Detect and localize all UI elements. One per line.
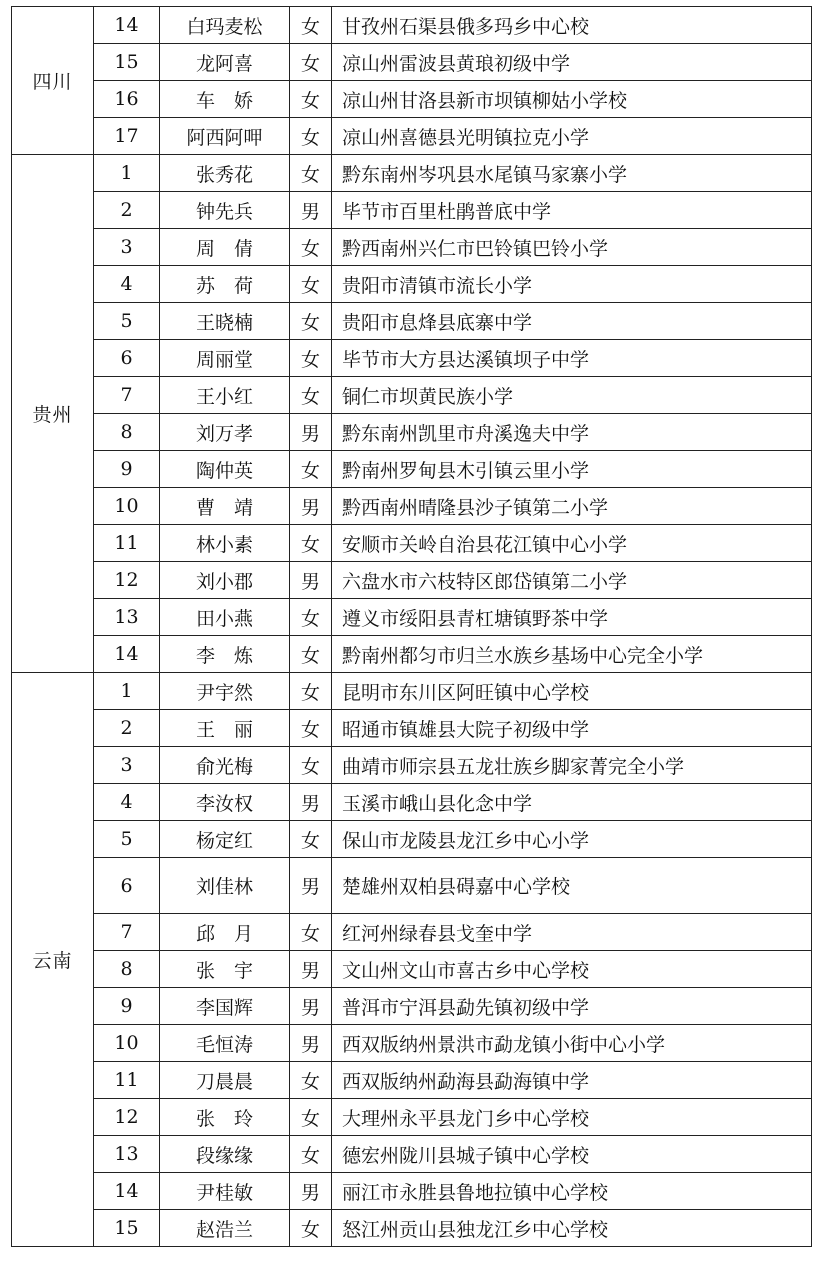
name-cell: 李汝权 — [160, 784, 290, 821]
gender-cell: 女 — [290, 710, 332, 747]
school-cell: 甘孜州石渠县俄多玛乡中心校 — [332, 7, 812, 44]
name-cell: 毛恒涛 — [160, 1025, 290, 1062]
number-cell: 4 — [94, 266, 160, 303]
number-cell: 8 — [94, 951, 160, 988]
region-cell: 云南 — [12, 673, 94, 1247]
gender-cell: 女 — [290, 1099, 332, 1136]
number-cell: 7 — [94, 914, 160, 951]
school-cell: 保山市龙陵县龙江乡中心小学 — [332, 821, 812, 858]
table-row — [12, 155, 812, 192]
number-cell: 13 — [94, 599, 160, 636]
number-cell: 3 — [94, 229, 160, 266]
name-cell: 尹宇然 — [160, 673, 290, 710]
roster-table — [11, 6, 812, 1247]
table-row — [12, 858, 812, 914]
school-cell: 大理州永平县龙门乡中心学校 — [332, 1099, 812, 1136]
name-cell: 杨定红 — [160, 821, 290, 858]
name-cell: 林小素 — [160, 525, 290, 562]
gender-cell: 男 — [290, 488, 332, 525]
table-row — [12, 914, 812, 951]
number-cell: 14 — [94, 1173, 160, 1210]
number-cell: 13 — [94, 1136, 160, 1173]
gender-cell: 女 — [290, 340, 332, 377]
number-cell: 11 — [94, 525, 160, 562]
school-cell: 凉山州雷波县黄琅初级中学 — [332, 44, 812, 81]
gender-cell: 女 — [290, 7, 332, 44]
number-cell: 2 — [94, 710, 160, 747]
number-cell: 5 — [94, 303, 160, 340]
table-row — [12, 1173, 812, 1210]
school-cell: 普洱市宁洱县勐先镇初级中学 — [332, 988, 812, 1025]
school-cell: 楚雄州双柏县碍嘉中心学校 — [332, 858, 812, 914]
table-row — [12, 1099, 812, 1136]
name-cell: 王 丽 — [160, 710, 290, 747]
table-row — [12, 377, 812, 414]
number-cell: 16 — [94, 81, 160, 118]
school-cell: 昆明市东川区阿旺镇中心学校 — [332, 673, 812, 710]
table-row — [12, 7, 812, 44]
school-cell: 黔南州罗甸县木引镇云里小学 — [332, 451, 812, 488]
school-cell: 贵阳市清镇市流长小学 — [332, 266, 812, 303]
school-cell: 贵阳市息烽县底寨中学 — [332, 303, 812, 340]
number-cell: 1 — [94, 155, 160, 192]
gender-cell: 女 — [290, 1062, 332, 1099]
gender-cell: 男 — [290, 858, 332, 914]
gender-cell: 女 — [290, 118, 332, 155]
school-cell: 黔东南州岑巩县水尾镇马家寨小学 — [332, 155, 812, 192]
gender-cell: 男 — [290, 414, 332, 451]
number-cell: 10 — [94, 1025, 160, 1062]
gender-cell: 女 — [290, 377, 332, 414]
name-cell: 尹桂敏 — [160, 1173, 290, 1210]
table-row — [12, 414, 812, 451]
gender-cell: 女 — [290, 914, 332, 951]
name-cell: 张 宇 — [160, 951, 290, 988]
gender-cell: 女 — [290, 229, 332, 266]
school-cell: 毕节市大方县达溪镇坝子中学 — [332, 340, 812, 377]
table-row — [12, 192, 812, 229]
gender-cell: 男 — [290, 951, 332, 988]
table-row — [12, 525, 812, 562]
name-cell: 车 娇 — [160, 81, 290, 118]
number-cell: 12 — [94, 1099, 160, 1136]
school-cell: 西双版纳州景洪市勐龙镇小街中心小学 — [332, 1025, 812, 1062]
gender-cell: 男 — [290, 988, 332, 1025]
name-cell: 张 玲 — [160, 1099, 290, 1136]
school-cell: 毕节市百里杜鹃普底中学 — [332, 192, 812, 229]
number-cell: 12 — [94, 562, 160, 599]
name-cell: 白玛麦松 — [160, 7, 290, 44]
table-row — [12, 229, 812, 266]
school-cell: 黔南州都匀市归兰水族乡基场中心完全小学 — [332, 636, 812, 673]
roster-body — [12, 7, 812, 1247]
name-cell: 王晓楠 — [160, 303, 290, 340]
school-cell: 黔东南州凯里市舟溪逸夫中学 — [332, 414, 812, 451]
school-cell: 德宏州陇川县城子镇中心学校 — [332, 1136, 812, 1173]
name-cell: 周丽堂 — [160, 340, 290, 377]
name-cell: 邱 月 — [160, 914, 290, 951]
table-row — [12, 340, 812, 377]
gender-cell: 男 — [290, 1173, 332, 1210]
number-cell: 14 — [94, 7, 160, 44]
school-cell: 凉山州甘洛县新市坝镇柳姑小学校 — [332, 81, 812, 118]
table-row — [12, 821, 812, 858]
name-cell: 刀晨晨 — [160, 1062, 290, 1099]
gender-cell: 女 — [290, 451, 332, 488]
gender-cell: 女 — [290, 1210, 332, 1247]
table-row — [12, 636, 812, 673]
name-cell: 王小红 — [160, 377, 290, 414]
table-row — [12, 81, 812, 118]
school-cell: 丽江市永胜县鲁地拉镇中心学校 — [332, 1173, 812, 1210]
gender-cell: 女 — [290, 44, 332, 81]
number-cell: 15 — [94, 44, 160, 81]
number-cell: 6 — [94, 858, 160, 914]
number-cell: 15 — [94, 1210, 160, 1247]
number-cell: 9 — [94, 451, 160, 488]
school-cell: 怒江州贡山县独龙江乡中心学校 — [332, 1210, 812, 1247]
school-cell: 曲靖市师宗县五龙壮族乡脚家菁完全小学 — [332, 747, 812, 784]
number-cell: 7 — [94, 377, 160, 414]
school-cell: 铜仁市坝黄民族小学 — [332, 377, 812, 414]
number-cell: 17 — [94, 118, 160, 155]
name-cell: 刘佳林 — [160, 858, 290, 914]
number-cell: 1 — [94, 673, 160, 710]
name-cell: 苏 荷 — [160, 266, 290, 303]
table-row — [12, 451, 812, 488]
school-cell: 安顺市关岭自治县花江镇中心小学 — [332, 525, 812, 562]
gender-cell: 女 — [290, 599, 332, 636]
name-cell: 张秀花 — [160, 155, 290, 192]
school-cell: 红河州绿春县戈奎中学 — [332, 914, 812, 951]
table-row — [12, 1210, 812, 1247]
school-cell: 黔西南州兴仁市巴铃镇巴铃小学 — [332, 229, 812, 266]
school-cell: 玉溪市峨山县化念中学 — [332, 784, 812, 821]
table-row — [12, 44, 812, 81]
name-cell: 钟先兵 — [160, 192, 290, 229]
table-row — [12, 562, 812, 599]
table-row — [12, 988, 812, 1025]
name-cell: 俞光梅 — [160, 747, 290, 784]
table-row — [12, 118, 812, 155]
gender-cell: 女 — [290, 821, 332, 858]
gender-cell: 男 — [290, 562, 332, 599]
table-row — [12, 673, 812, 710]
table-row — [12, 784, 812, 821]
table-row — [12, 1025, 812, 1062]
name-cell: 刘万孝 — [160, 414, 290, 451]
school-cell: 六盘水市六枝特区郎岱镇第二小学 — [332, 562, 812, 599]
table-row — [12, 599, 812, 636]
name-cell: 段缘缘 — [160, 1136, 290, 1173]
name-cell: 李 炼 — [160, 636, 290, 673]
school-cell: 文山州文山市喜古乡中心学校 — [332, 951, 812, 988]
number-cell: 14 — [94, 636, 160, 673]
table-row — [12, 303, 812, 340]
table-row — [12, 710, 812, 747]
name-cell: 陶仲英 — [160, 451, 290, 488]
gender-cell: 男 — [290, 192, 332, 229]
name-cell: 阿西阿呷 — [160, 118, 290, 155]
name-cell: 赵浩兰 — [160, 1210, 290, 1247]
gender-cell: 男 — [290, 784, 332, 821]
region-cell: 贵州 — [12, 155, 94, 673]
gender-cell: 女 — [290, 1136, 332, 1173]
region-cell: 四川 — [12, 7, 94, 155]
gender-cell: 女 — [290, 303, 332, 340]
name-cell: 李国辉 — [160, 988, 290, 1025]
table-row — [12, 747, 812, 784]
name-cell: 周 倩 — [160, 229, 290, 266]
school-cell: 西双版纳州勐海县勐海镇中学 — [332, 1062, 812, 1099]
table-row — [12, 1136, 812, 1173]
number-cell: 5 — [94, 821, 160, 858]
gender-cell: 男 — [290, 1025, 332, 1062]
table-row — [12, 488, 812, 525]
gender-cell: 女 — [290, 673, 332, 710]
number-cell: 11 — [94, 1062, 160, 1099]
number-cell: 3 — [94, 747, 160, 784]
gender-cell: 女 — [290, 155, 332, 192]
gender-cell: 女 — [290, 266, 332, 303]
gender-cell: 女 — [290, 747, 332, 784]
gender-cell: 女 — [290, 525, 332, 562]
name-cell: 曹 靖 — [160, 488, 290, 525]
name-cell: 田小燕 — [160, 599, 290, 636]
number-cell: 6 — [94, 340, 160, 377]
number-cell: 2 — [94, 192, 160, 229]
number-cell: 9 — [94, 988, 160, 1025]
name-cell: 刘小郡 — [160, 562, 290, 599]
number-cell: 10 — [94, 488, 160, 525]
gender-cell: 女 — [290, 81, 332, 118]
table-row — [12, 266, 812, 303]
gender-cell: 女 — [290, 636, 332, 673]
school-cell: 昭通市镇雄县大院子初级中学 — [332, 710, 812, 747]
name-cell: 龙阿喜 — [160, 44, 290, 81]
school-cell: 黔西南州晴隆县沙子镇第二小学 — [332, 488, 812, 525]
table-row — [12, 951, 812, 988]
table-row — [12, 1062, 812, 1099]
school-cell: 遵义市绥阳县青杠塘镇野茶中学 — [332, 599, 812, 636]
school-cell: 凉山州喜德县光明镇拉克小学 — [332, 118, 812, 155]
number-cell: 4 — [94, 784, 160, 821]
number-cell: 8 — [94, 414, 160, 451]
